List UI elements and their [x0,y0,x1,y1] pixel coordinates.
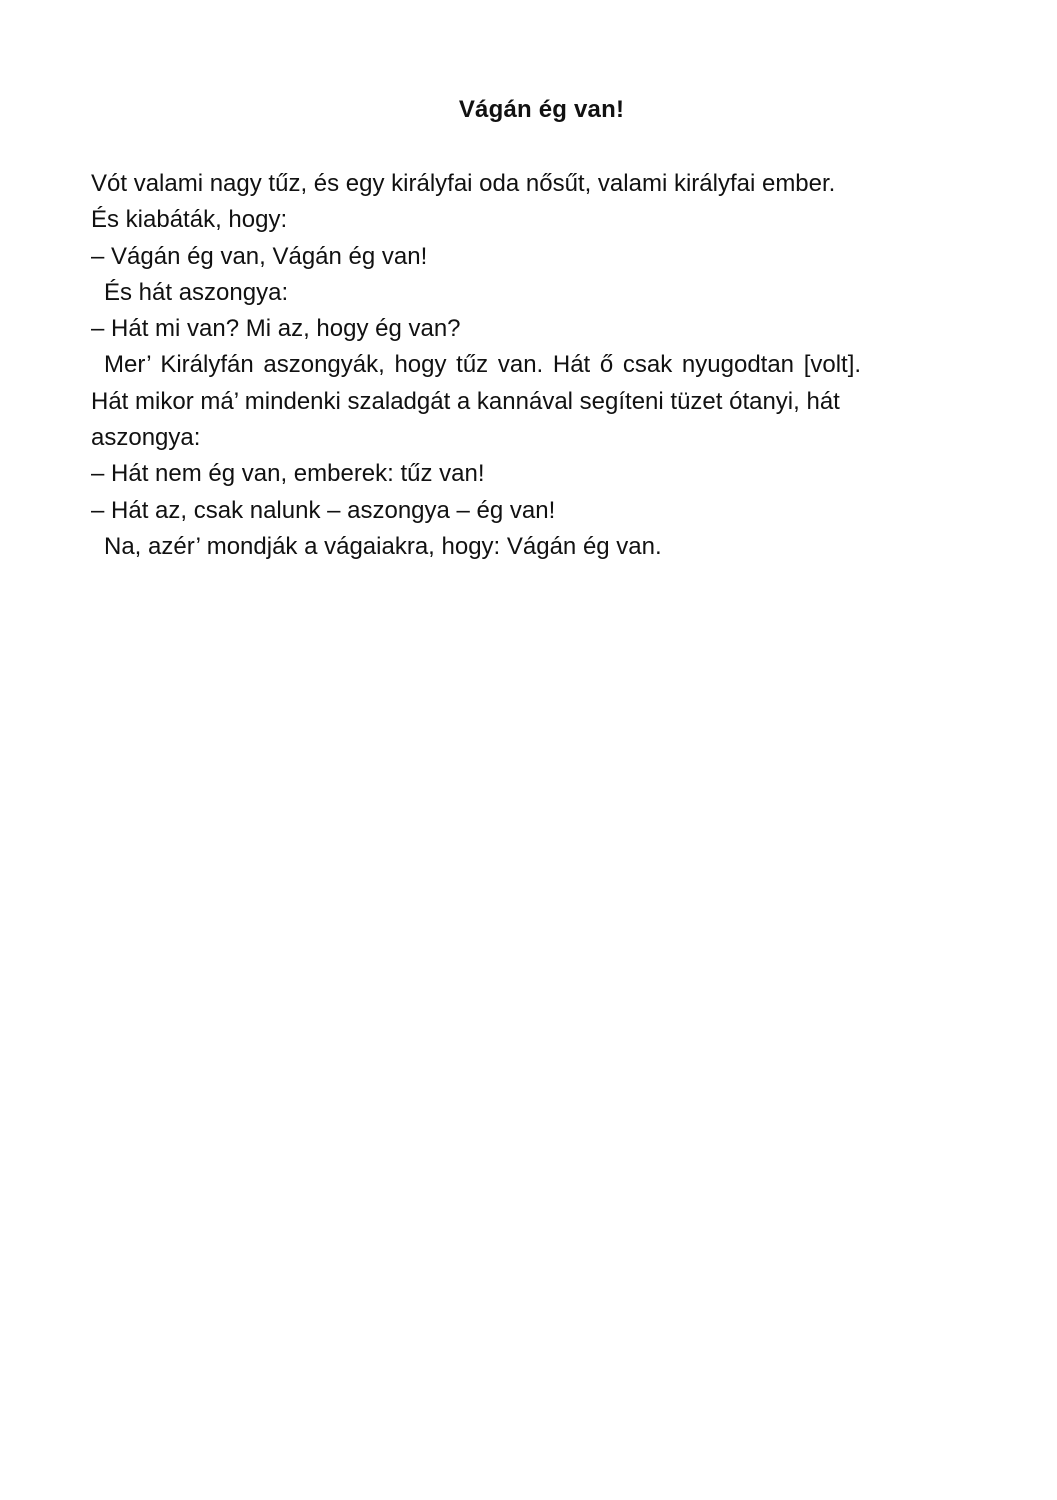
dialogue-line: – Vágán ég van, Vágán ég van! [91,242,428,270]
paragraph-line: aszongya: [91,424,201,452]
paragraph-line: Mer’ Királyfán aszongyák, hogy tűz van. Hát ő csak nyugodtan [volt]. [104,351,862,379]
dialogue-line: – Hát mi van? Mi az, hogy ég van? [91,315,461,343]
paragraph-line: Vót valami nagy tűz, és egy királyfai oda nősűt, valami királyfai ember. [91,170,836,197]
dialogue-line: – Hát az, csak nalunk – aszongya – ég van! [91,496,556,524]
dialogue-line: – Hát nem ég van, emberek: tűz van! [91,460,485,488]
paragraph-line: És kiabáták, hogy: [91,206,288,234]
paragraph-line: És hát aszongya: [104,278,289,306]
paragraph-line: Na, azér’ mondják a vágaiakra, hogy: Vágán ég van. [104,532,662,560]
paragraph-line: Hát mikor má’ mindenki szaladgát a kannával segíteni tüzet ótanyi, hát [91,387,840,415]
document-title: Vágán ég van! [458,96,625,123]
document-body [91,166,971,565]
